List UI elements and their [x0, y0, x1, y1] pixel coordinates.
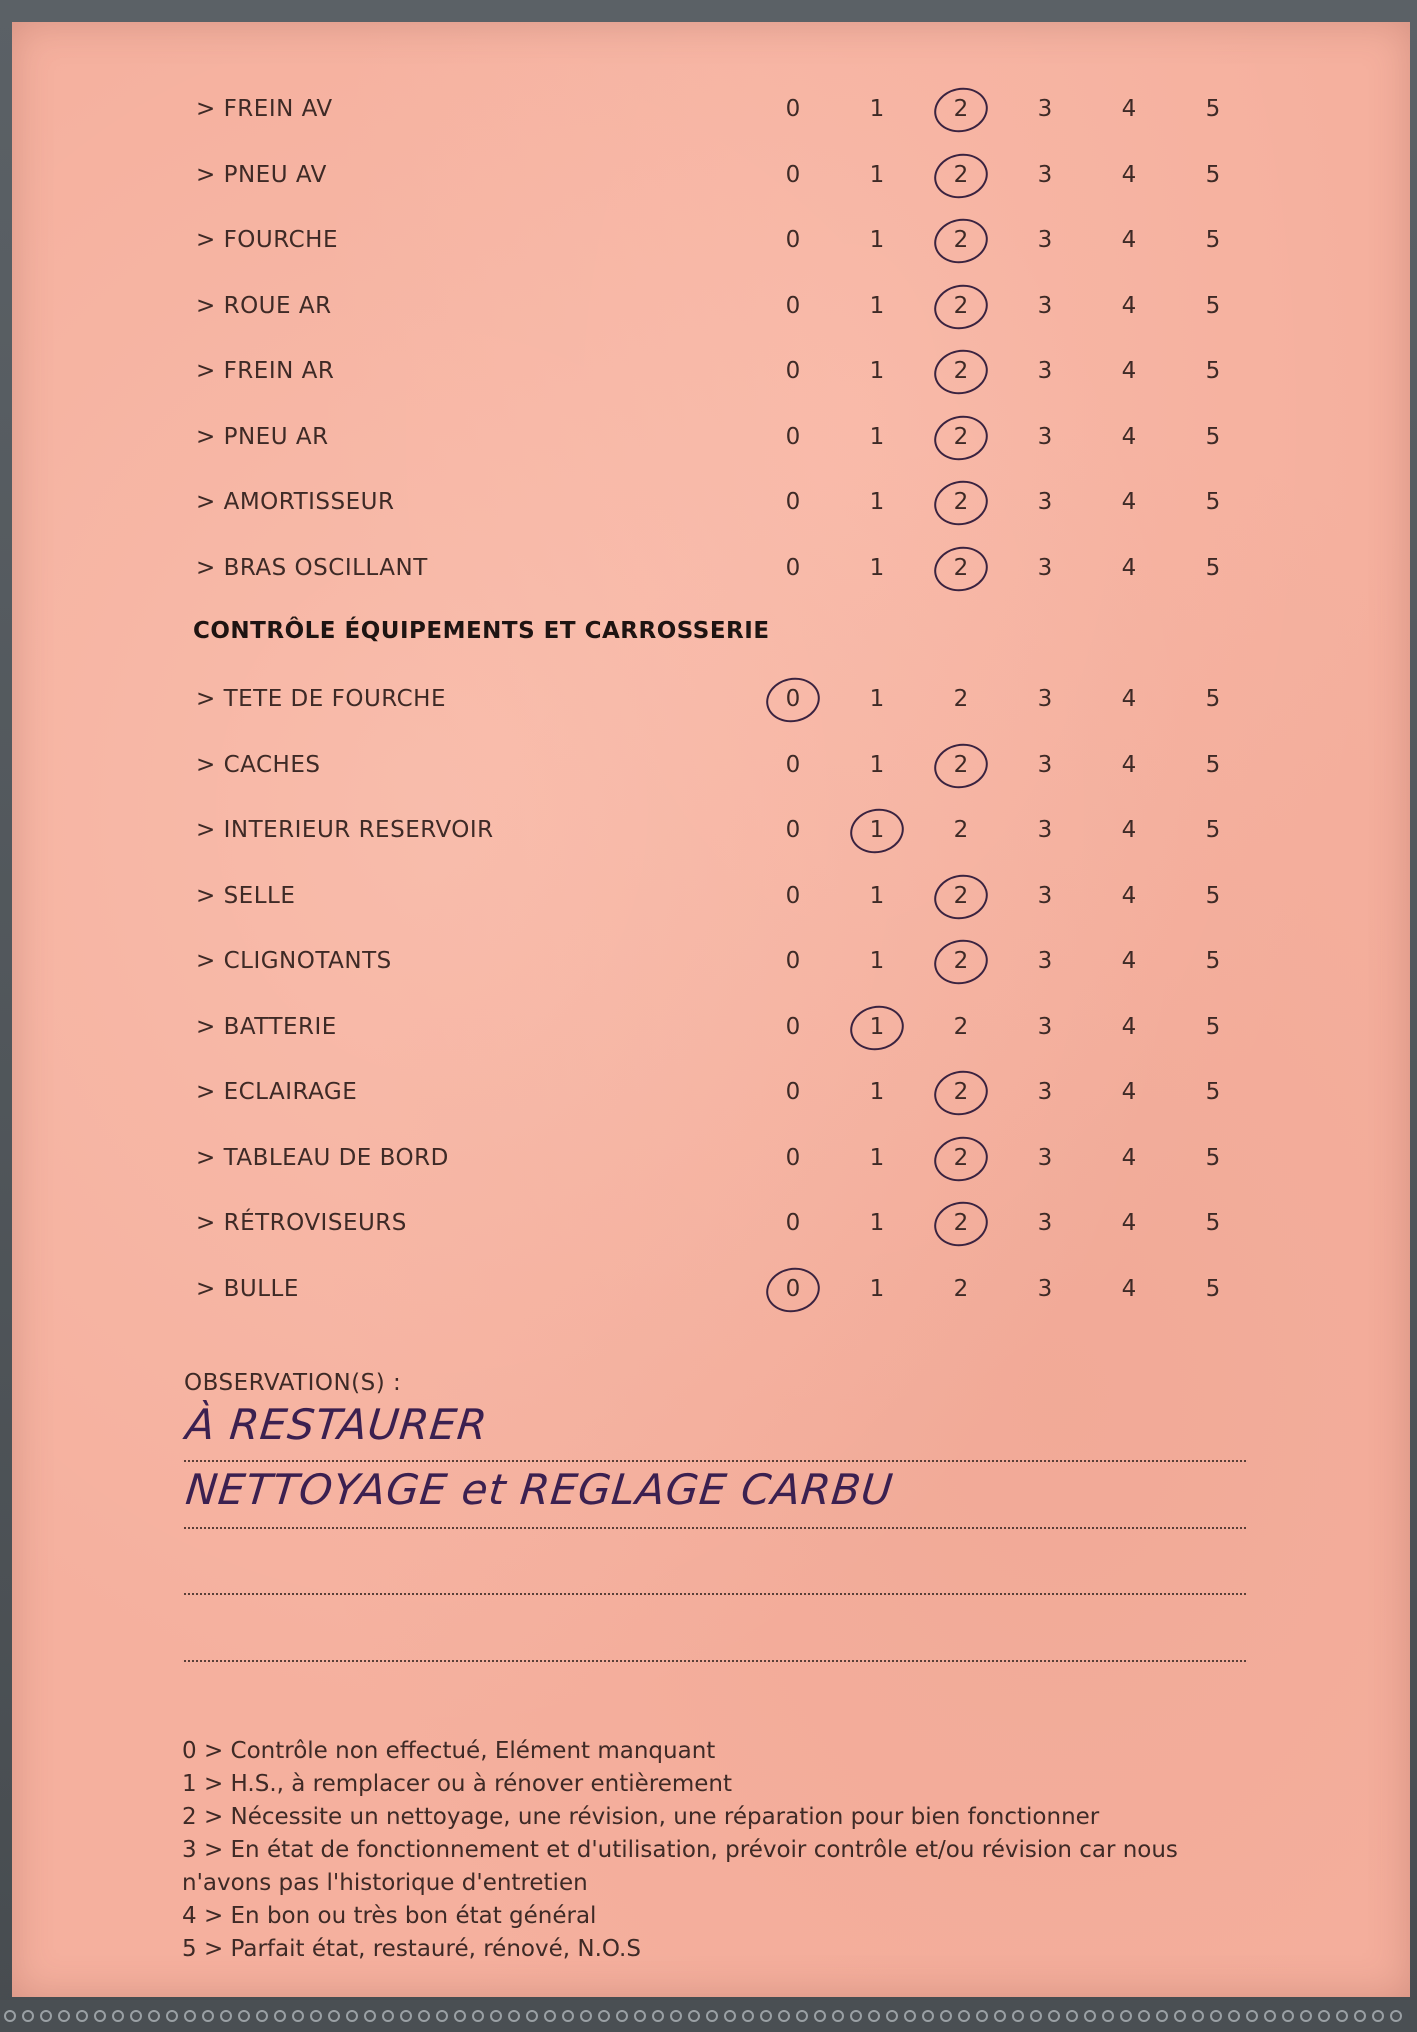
- circled-rating-mark: [930, 345, 992, 399]
- binder-hole: [76, 2010, 88, 2022]
- score-5[interactable]: 5: [1205, 686, 1221, 712]
- binder-hole: [1084, 2010, 1096, 2022]
- binder-hole: [760, 2010, 772, 2022]
- rating-row: [0, 1270, 1417, 1310]
- score-5[interactable]: 5: [1205, 1210, 1221, 1236]
- binder-hole: [112, 2010, 124, 2022]
- score-1[interactable]: 1: [869, 161, 885, 188]
- row-label: > BATTERIE: [196, 1013, 337, 1040]
- binder-hole: [1012, 2010, 1024, 2022]
- circled-rating-mark: [930, 1066, 992, 1120]
- score-5[interactable]: 5: [1205, 292, 1221, 319]
- binder-hole: [832, 2010, 844, 2022]
- row-label: > FOURCHE: [196, 227, 338, 253]
- rating-row: [0, 1073, 1417, 1113]
- score-3[interactable]: 3: [1037, 227, 1053, 253]
- circled-rating-mark: [930, 738, 992, 792]
- section-title: CONTRÔLE ÉQUIPEMENTS ET CARROSSERIE: [193, 618, 770, 644]
- binder-hole: [94, 2010, 106, 2022]
- binder-hole: [652, 2010, 664, 2022]
- binder-hole: [526, 2010, 538, 2022]
- score-2[interactable]: 2: [941, 1210, 981, 1236]
- binder-hole: [202, 2010, 214, 2022]
- rating-row: [0, 156, 1417, 196]
- row-label: > AMORTISSEUR: [196, 489, 395, 515]
- binder-hole: [220, 2010, 232, 2022]
- score-3[interactable]: 3: [1037, 161, 1053, 188]
- circled-rating-mark: [930, 148, 992, 202]
- score-0[interactable]: 0: [773, 1276, 813, 1302]
- binder-hole: [292, 2010, 304, 2022]
- binder-hole: [742, 2010, 754, 2022]
- circled-rating-mark: [846, 1000, 908, 1054]
- score-2[interactable]: 2: [941, 752, 981, 778]
- binder-hole: [1300, 2010, 1312, 2022]
- legend-item: n'avons pas l'historique d'entretien: [182, 1870, 588, 1896]
- binder-hole: [1282, 2010, 1294, 2022]
- binder-hole: [454, 2010, 466, 2022]
- rating-row: [0, 352, 1417, 392]
- score-1[interactable]: 1: [869, 882, 885, 909]
- binder-hole: [1336, 2010, 1348, 2022]
- binder-hole: [1210, 2010, 1222, 2022]
- binder-hole: [562, 2010, 574, 2022]
- rating-row: [0, 221, 1417, 261]
- binder-holes-strip: [0, 2000, 1417, 2032]
- binder-hole: [1390, 2010, 1402, 2022]
- row-label: > TABLEAU DE BORD: [196, 1144, 449, 1171]
- binder-hole: [382, 2010, 394, 2022]
- row-label: > ECLAIRAGE: [196, 1079, 358, 1105]
- circled-rating-mark: [930, 410, 992, 464]
- score-3[interactable]: 3: [1037, 686, 1053, 712]
- score-2[interactable]: 2: [953, 817, 969, 843]
- score-5[interactable]: 5: [1205, 1079, 1221, 1105]
- score-2[interactable]: 2: [941, 1145, 981, 1171]
- legend-item: 2 > Nécessite un nettoyage, une révision, une réparation pour bien fonctionner: [182, 1804, 1100, 1830]
- score-3[interactable]: 3: [1037, 1210, 1053, 1236]
- circled-rating-mark: [930, 541, 992, 595]
- score-3[interactable]: 3: [1037, 1275, 1053, 1302]
- binder-hole: [274, 2010, 286, 2022]
- observation-line: [184, 1460, 1246, 1462]
- score-0[interactable]: 0: [785, 751, 801, 778]
- binder-hole: [1030, 2010, 1042, 2022]
- legend-item: 1 > H.S., à remplacer ou à rénover entièrement: [182, 1771, 733, 1797]
- score-1[interactable]: 1: [869, 1144, 885, 1171]
- binder-hole: [1264, 2010, 1276, 2022]
- score-1[interactable]: 1: [869, 948, 885, 974]
- row-label: > BRAS OSCILLANT: [196, 554, 428, 581]
- score-4[interactable]: 4: [1121, 1144, 1137, 1171]
- score-0[interactable]: 0: [785, 292, 801, 319]
- score-0[interactable]: 0: [785, 227, 801, 253]
- score-5[interactable]: 5: [1205, 817, 1221, 843]
- rating-row: [0, 90, 1417, 130]
- rating-row: [0, 549, 1417, 589]
- score-2[interactable]: 2: [953, 686, 969, 712]
- binder-hole: [22, 2010, 34, 2022]
- score-2[interactable]: 2: [941, 96, 981, 122]
- row-label: > CLIGNOTANTS: [196, 948, 392, 974]
- score-5[interactable]: 5: [1205, 882, 1221, 909]
- binder-hole: [1192, 2010, 1204, 2022]
- score-1[interactable]: 1: [857, 817, 897, 843]
- score-3[interactable]: 3: [1037, 554, 1053, 581]
- score-5[interactable]: 5: [1205, 554, 1221, 581]
- binder-hole: [634, 2010, 646, 2022]
- score-0[interactable]: 0: [773, 686, 813, 712]
- score-4[interactable]: 4: [1121, 817, 1137, 843]
- binder-hole: [436, 2010, 448, 2022]
- binder-hole: [130, 2010, 142, 2022]
- score-1[interactable]: 1: [869, 489, 885, 515]
- score-4[interactable]: 4: [1121, 686, 1137, 712]
- binder-hole: [544, 2010, 556, 2022]
- binder-hole: [184, 2010, 196, 2022]
- score-1[interactable]: 1: [869, 1275, 885, 1302]
- binder-hole: [346, 2010, 358, 2022]
- circled-rating-mark: [930, 279, 992, 333]
- circled-rating-mark: [930, 869, 992, 923]
- score-4[interactable]: 4: [1121, 948, 1137, 974]
- row-label: > RÉTROVISEURS: [196, 1210, 407, 1236]
- legend-item: 4 > En bon ou très bon état général: [182, 1903, 597, 1929]
- score-3[interactable]: 3: [1037, 423, 1053, 450]
- binder-hole: [1246, 2010, 1258, 2022]
- row-label: > SELLE: [196, 882, 296, 909]
- binder-hole: [814, 2010, 826, 2022]
- binder-hole: [1048, 2010, 1060, 2022]
- binder-hole: [238, 2010, 250, 2022]
- binder-hole: [148, 2010, 160, 2022]
- score-1[interactable]: 1: [869, 96, 885, 122]
- score-2[interactable]: 2: [953, 1013, 969, 1040]
- score-3[interactable]: 3: [1037, 1144, 1053, 1171]
- row-label: > ROUE AR: [196, 292, 332, 319]
- legend-item: 5 > Parfait état, restauré, rénové, N.O.S: [182, 1936, 641, 1962]
- observation-handwritten-line-2: NETTOYAGE et REGLAGE CARBU: [183, 1465, 896, 1514]
- binder-hole: [508, 2010, 520, 2022]
- rating-row: [0, 1008, 1417, 1048]
- rating-row: [0, 483, 1417, 523]
- score-0[interactable]: 0: [785, 817, 801, 843]
- binder-hole: [1372, 2010, 1384, 2022]
- score-3[interactable]: 3: [1037, 882, 1053, 909]
- observation-handwritten-line-1: À RESTAURER: [183, 1400, 491, 1449]
- rating-row: [0, 1204, 1417, 1244]
- binder-hole: [1156, 2010, 1168, 2022]
- score-0[interactable]: 0: [785, 1013, 801, 1040]
- binder-hole: [994, 2010, 1006, 2022]
- circled-rating-mark: [930, 935, 992, 989]
- binder-hole: [1174, 2010, 1186, 2022]
- score-5[interactable]: 5: [1205, 161, 1221, 188]
- binder-hole: [724, 2010, 736, 2022]
- score-5[interactable]: 5: [1205, 423, 1221, 450]
- binder-hole: [1318, 2010, 1330, 2022]
- rating-row: [0, 1139, 1417, 1179]
- circled-rating-mark: [930, 83, 992, 137]
- score-5[interactable]: 5: [1205, 1144, 1221, 1171]
- row-label: > FREIN AR: [196, 358, 335, 384]
- circled-rating-mark: [762, 673, 824, 727]
- binder-hole: [850, 2010, 862, 2022]
- binder-hole: [958, 2010, 970, 2022]
- score-3[interactable]: 3: [1037, 358, 1053, 384]
- row-label: > FREIN AV: [196, 96, 333, 122]
- score-5[interactable]: 5: [1205, 358, 1221, 384]
- rating-row: [0, 942, 1417, 982]
- score-4[interactable]: 4: [1121, 1275, 1137, 1302]
- score-2[interactable]: 2: [941, 227, 981, 253]
- binder-hole: [598, 2010, 610, 2022]
- binder-hole: [670, 2010, 682, 2022]
- score-4[interactable]: 4: [1121, 423, 1137, 450]
- score-2[interactable]: 2: [941, 948, 981, 974]
- binder-hole: [328, 2010, 340, 2022]
- binder-hole: [868, 2010, 880, 2022]
- score-1[interactable]: 1: [869, 227, 885, 253]
- score-2[interactable]: 2: [941, 489, 981, 515]
- binder-hole: [58, 2010, 70, 2022]
- rating-row: [0, 418, 1417, 458]
- score-1[interactable]: 1: [869, 292, 885, 319]
- score-4[interactable]: 4: [1121, 882, 1137, 909]
- score-2[interactable]: 2: [941, 555, 981, 581]
- score-5[interactable]: 5: [1205, 948, 1221, 974]
- score-3[interactable]: 3: [1037, 489, 1053, 515]
- binder-hole: [688, 2010, 700, 2022]
- legend-item: 3 > En état de fonctionnement et d'utilisation, prévoir contrôle et/ou révision car nous: [182, 1837, 1178, 1863]
- binder-hole: [580, 2010, 592, 2022]
- binder-hole: [706, 2010, 718, 2022]
- rating-legend: [182, 1735, 1242, 1966]
- circled-rating-mark: [846, 804, 908, 858]
- score-2[interactable]: 2: [941, 293, 981, 319]
- score-4[interactable]: 4: [1121, 1013, 1137, 1040]
- score-5[interactable]: 5: [1205, 489, 1221, 515]
- observation-line: [184, 1660, 1246, 1662]
- binder-hole: [418, 2010, 430, 2022]
- score-2[interactable]: 2: [953, 1275, 969, 1302]
- binder-hole: [166, 2010, 178, 2022]
- score-3[interactable]: 3: [1037, 751, 1053, 778]
- score-3[interactable]: 3: [1037, 817, 1053, 843]
- score-2[interactable]: 2: [941, 424, 981, 450]
- score-0[interactable]: 0: [785, 161, 801, 188]
- score-3[interactable]: 3: [1037, 292, 1053, 319]
- score-4[interactable]: 4: [1121, 161, 1137, 188]
- score-5[interactable]: 5: [1205, 751, 1221, 778]
- score-1[interactable]: 1: [857, 1014, 897, 1040]
- rating-row: [0, 746, 1417, 786]
- circled-rating-mark: [930, 214, 992, 268]
- binder-hole: [256, 2010, 268, 2022]
- score-4[interactable]: 4: [1121, 751, 1137, 778]
- score-4[interactable]: 4: [1121, 358, 1137, 384]
- score-1[interactable]: 1: [869, 423, 885, 450]
- score-3[interactable]: 3: [1037, 96, 1053, 122]
- rating-row: [0, 680, 1417, 720]
- binder-hole: [886, 2010, 898, 2022]
- binder-hole: [490, 2010, 502, 2022]
- score-4[interactable]: 4: [1121, 292, 1137, 319]
- score-5[interactable]: 5: [1205, 1013, 1221, 1040]
- binder-hole: [976, 2010, 988, 2022]
- score-0[interactable]: 0: [785, 96, 801, 122]
- row-label: > TETE DE FOURCHE: [196, 686, 446, 712]
- score-0[interactable]: 0: [785, 554, 801, 581]
- binder-hole: [1138, 2010, 1150, 2022]
- row-label: > PNEU AR: [196, 423, 329, 450]
- score-0[interactable]: 0: [785, 1210, 801, 1236]
- binder-hole: [400, 2010, 412, 2022]
- row-label: > BULLE: [196, 1275, 299, 1302]
- binder-hole: [1228, 2010, 1240, 2022]
- score-2[interactable]: 2: [941, 1079, 981, 1105]
- score-0[interactable]: 0: [785, 882, 801, 909]
- row-label: > INTERIEUR RESERVOIR: [196, 817, 494, 843]
- score-1[interactable]: 1: [869, 554, 885, 581]
- score-3[interactable]: 3: [1037, 1013, 1053, 1040]
- score-0[interactable]: 0: [785, 423, 801, 450]
- score-0[interactable]: 0: [785, 489, 801, 515]
- binder-hole: [472, 2010, 484, 2022]
- score-4[interactable]: 4: [1121, 489, 1137, 515]
- binder-hole: [1066, 2010, 1078, 2022]
- score-4[interactable]: 4: [1121, 96, 1137, 122]
- score-0[interactable]: 0: [785, 1144, 801, 1171]
- score-2[interactable]: 2: [941, 883, 981, 909]
- score-2[interactable]: 2: [941, 162, 981, 188]
- rating-row: [0, 877, 1417, 917]
- binder-hole: [616, 2010, 628, 2022]
- binder-hole: [1120, 2010, 1132, 2022]
- binder-hole: [922, 2010, 934, 2022]
- score-1[interactable]: 1: [869, 358, 885, 384]
- binder-hole: [1102, 2010, 1114, 2022]
- score-5[interactable]: 5: [1205, 96, 1221, 122]
- score-4[interactable]: 4: [1121, 1210, 1137, 1236]
- circled-rating-mark: [930, 476, 992, 530]
- binder-hole: [4, 2010, 16, 2022]
- observation-line: [184, 1527, 1246, 1529]
- rating-row: [0, 287, 1417, 327]
- binder-hole: [40, 2010, 52, 2022]
- score-1[interactable]: 1: [869, 686, 885, 712]
- score-3[interactable]: 3: [1037, 948, 1053, 974]
- legend-item: 0 > Contrôle non effectué, Elément manquant: [182, 1738, 716, 1764]
- row-label: > PNEU AV: [196, 161, 327, 188]
- score-0[interactable]: 0: [785, 1079, 801, 1105]
- score-5[interactable]: 5: [1205, 1275, 1221, 1302]
- observations-title: OBSERVATION(S) :: [184, 1370, 402, 1396]
- binder-hole: [904, 2010, 916, 2022]
- score-2[interactable]: 2: [941, 358, 981, 384]
- binder-hole: [796, 2010, 808, 2022]
- binder-hole: [310, 2010, 322, 2022]
- score-1[interactable]: 1: [869, 1210, 885, 1236]
- observation-line: [184, 1593, 1246, 1595]
- score-4[interactable]: 4: [1121, 227, 1137, 253]
- score-1[interactable]: 1: [869, 751, 885, 778]
- score-0[interactable]: 0: [785, 948, 801, 974]
- binder-hole: [940, 2010, 952, 2022]
- binder-hole: [364, 2010, 376, 2022]
- row-label: > CACHES: [196, 751, 321, 778]
- score-5[interactable]: 5: [1205, 227, 1221, 253]
- rating-row: [0, 811, 1417, 851]
- binder-hole: [1354, 2010, 1366, 2022]
- score-4[interactable]: 4: [1121, 1079, 1137, 1105]
- circled-rating-mark: [930, 1131, 992, 1185]
- score-4[interactable]: 4: [1121, 554, 1137, 581]
- score-0[interactable]: 0: [785, 358, 801, 384]
- circled-rating-mark: [762, 1262, 824, 1316]
- binder-hole: [778, 2010, 790, 2022]
- circled-rating-mark: [930, 1197, 992, 1251]
- score-3[interactable]: 3: [1037, 1079, 1053, 1105]
- score-1[interactable]: 1: [869, 1079, 885, 1105]
